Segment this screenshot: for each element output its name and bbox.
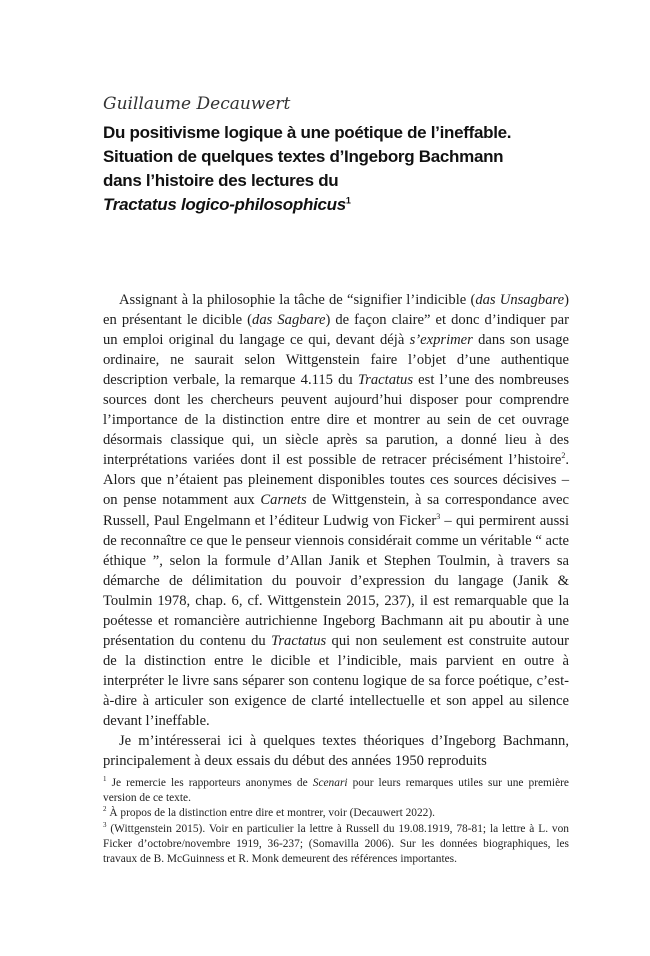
- text-run: Assignant à la philosophie la tâche de “signifier l’indicible (: [119, 292, 476, 308]
- title-line-italic: [103, 193, 563, 217]
- text-run: À propos de la distinction entre dire et montrer, voir (Decauwert 2022).: [106, 807, 436, 820]
- title-work-name: Tractatus logico-philosophicus: [103, 195, 346, 214]
- footnote-ref[interactable]: 3: [436, 511, 441, 521]
- text-italic: s’exprimer: [409, 332, 473, 349]
- footnote-number: 2: [103, 805, 107, 814]
- text-run: dans son usage ordinaire, ne saurait selon Wittgenstein faire l’objet d’une authentique description verbale, la remarque 4.115 du: [103, 332, 569, 389]
- footnotes: [103, 776, 569, 867]
- paragraph: Je m’intéresserai ici à quelques textes théoriques d’Ingeborg Bachmann, principalement à deux essais du début des années 1950 reproduits: [103, 733, 569, 770]
- title-line: Du positivisme logique à une poétique de l’ineffable.: [103, 123, 512, 142]
- text-italic: Carnets: [260, 492, 307, 509]
- text-italic: Tractatus: [357, 372, 414, 389]
- footnote-ref[interactable]: 2: [561, 451, 566, 461]
- title-line: Situation de quelques textes d’Ingeborg Bachmann: [103, 147, 504, 166]
- footnote: [103, 822, 569, 868]
- text-italic: Tractatus: [271, 632, 327, 649]
- footnote-ref[interactable]: 1: [345, 195, 351, 206]
- text-italic: das Unsagbare: [475, 292, 565, 308]
- footnote: [103, 776, 569, 806]
- title-line: dans l’histoire des lectures du: [103, 171, 339, 190]
- article-title: [103, 121, 563, 217]
- text-run: de Wittgenstein, à sa correspondance avec Russell, Paul Engelmann et l’éditeur Ludwig von Ficker: [103, 492, 570, 529]
- text-run: est l’une des nombreuses sources dont les chercheurs peuvent aujourd’hui disposer pour comprendre l’importance de la distinction entre dire et montrer au sein de cet ouvrage désormais classique qui, un siècle après sa parution, a donné lieu à des interprétations variées dont il est possible de retracer précisément l’histoire: [103, 372, 570, 469]
- text-run: – qui permirent aussi de reconnaître ce que le penseur viennois considérait comme un véritable “ acte éthique ”, selon la formule d’Allan Janik et Stephen Toulmin, à travers sa démarche de délimitation du pouvoir d’expression du langage (Janik & Toulmin 1978, chap. 6, cf. Wittgenstein 2015, 237), il est remarquable que la poétesse et romancière autrichienne Ingeborg Bachmann ait pu aboutir à une présentation du contenu du: [103, 512, 569, 649]
- text-italic: Scenari: [312, 777, 348, 789]
- footnote-number: 3: [103, 820, 107, 829]
- text-run: Je remercie les rapporteurs anonymes de: [106, 777, 313, 789]
- text-run: ) en présentant le dicible (: [103, 292, 569, 329]
- text-run: ) de façon claire” et donc d’indiquer par un emploi original du langage ce qui, devant déjà: [103, 312, 569, 349]
- text-run: qui non seulement est construite autour de la distinction entre le dicible et l’indicible, mais parvient en outre à interpréter le livre sans séparer son contenu logique de sa force poétique, c’est-à-dire à articuler son exigence de clarté intellectuelle et son appel au silence devant l’ineffable.: [103, 632, 569, 729]
- main-text: [103, 290, 569, 771]
- footnote: [103, 806, 569, 821]
- text-run: (Wittgenstein 2015). Voir en particulier la lettre à Russell du 19.08.1919, 78-81; la lettre à L. von Ficker d’octobre/novembre 1919, 36-237; (Somavilla 2006). Sur les données biographiques, les travaux de B. McGuinness et R. Monk demeurent des références importantes.: [103, 822, 569, 866]
- paragraph: [103, 290, 569, 731]
- author-name: Guillaume Decauwert: [103, 94, 291, 114]
- text-italic: das Sagbare: [252, 312, 326, 329]
- footnote-number: 1: [103, 775, 107, 784]
- text-run: . Alors que n’étaient pas pleinement disponibles toutes ces sources décisives – on pense notamment aux: [103, 452, 569, 509]
- text-run: pour leurs remarques utiles sur une première version de ce texte.: [103, 777, 569, 805]
